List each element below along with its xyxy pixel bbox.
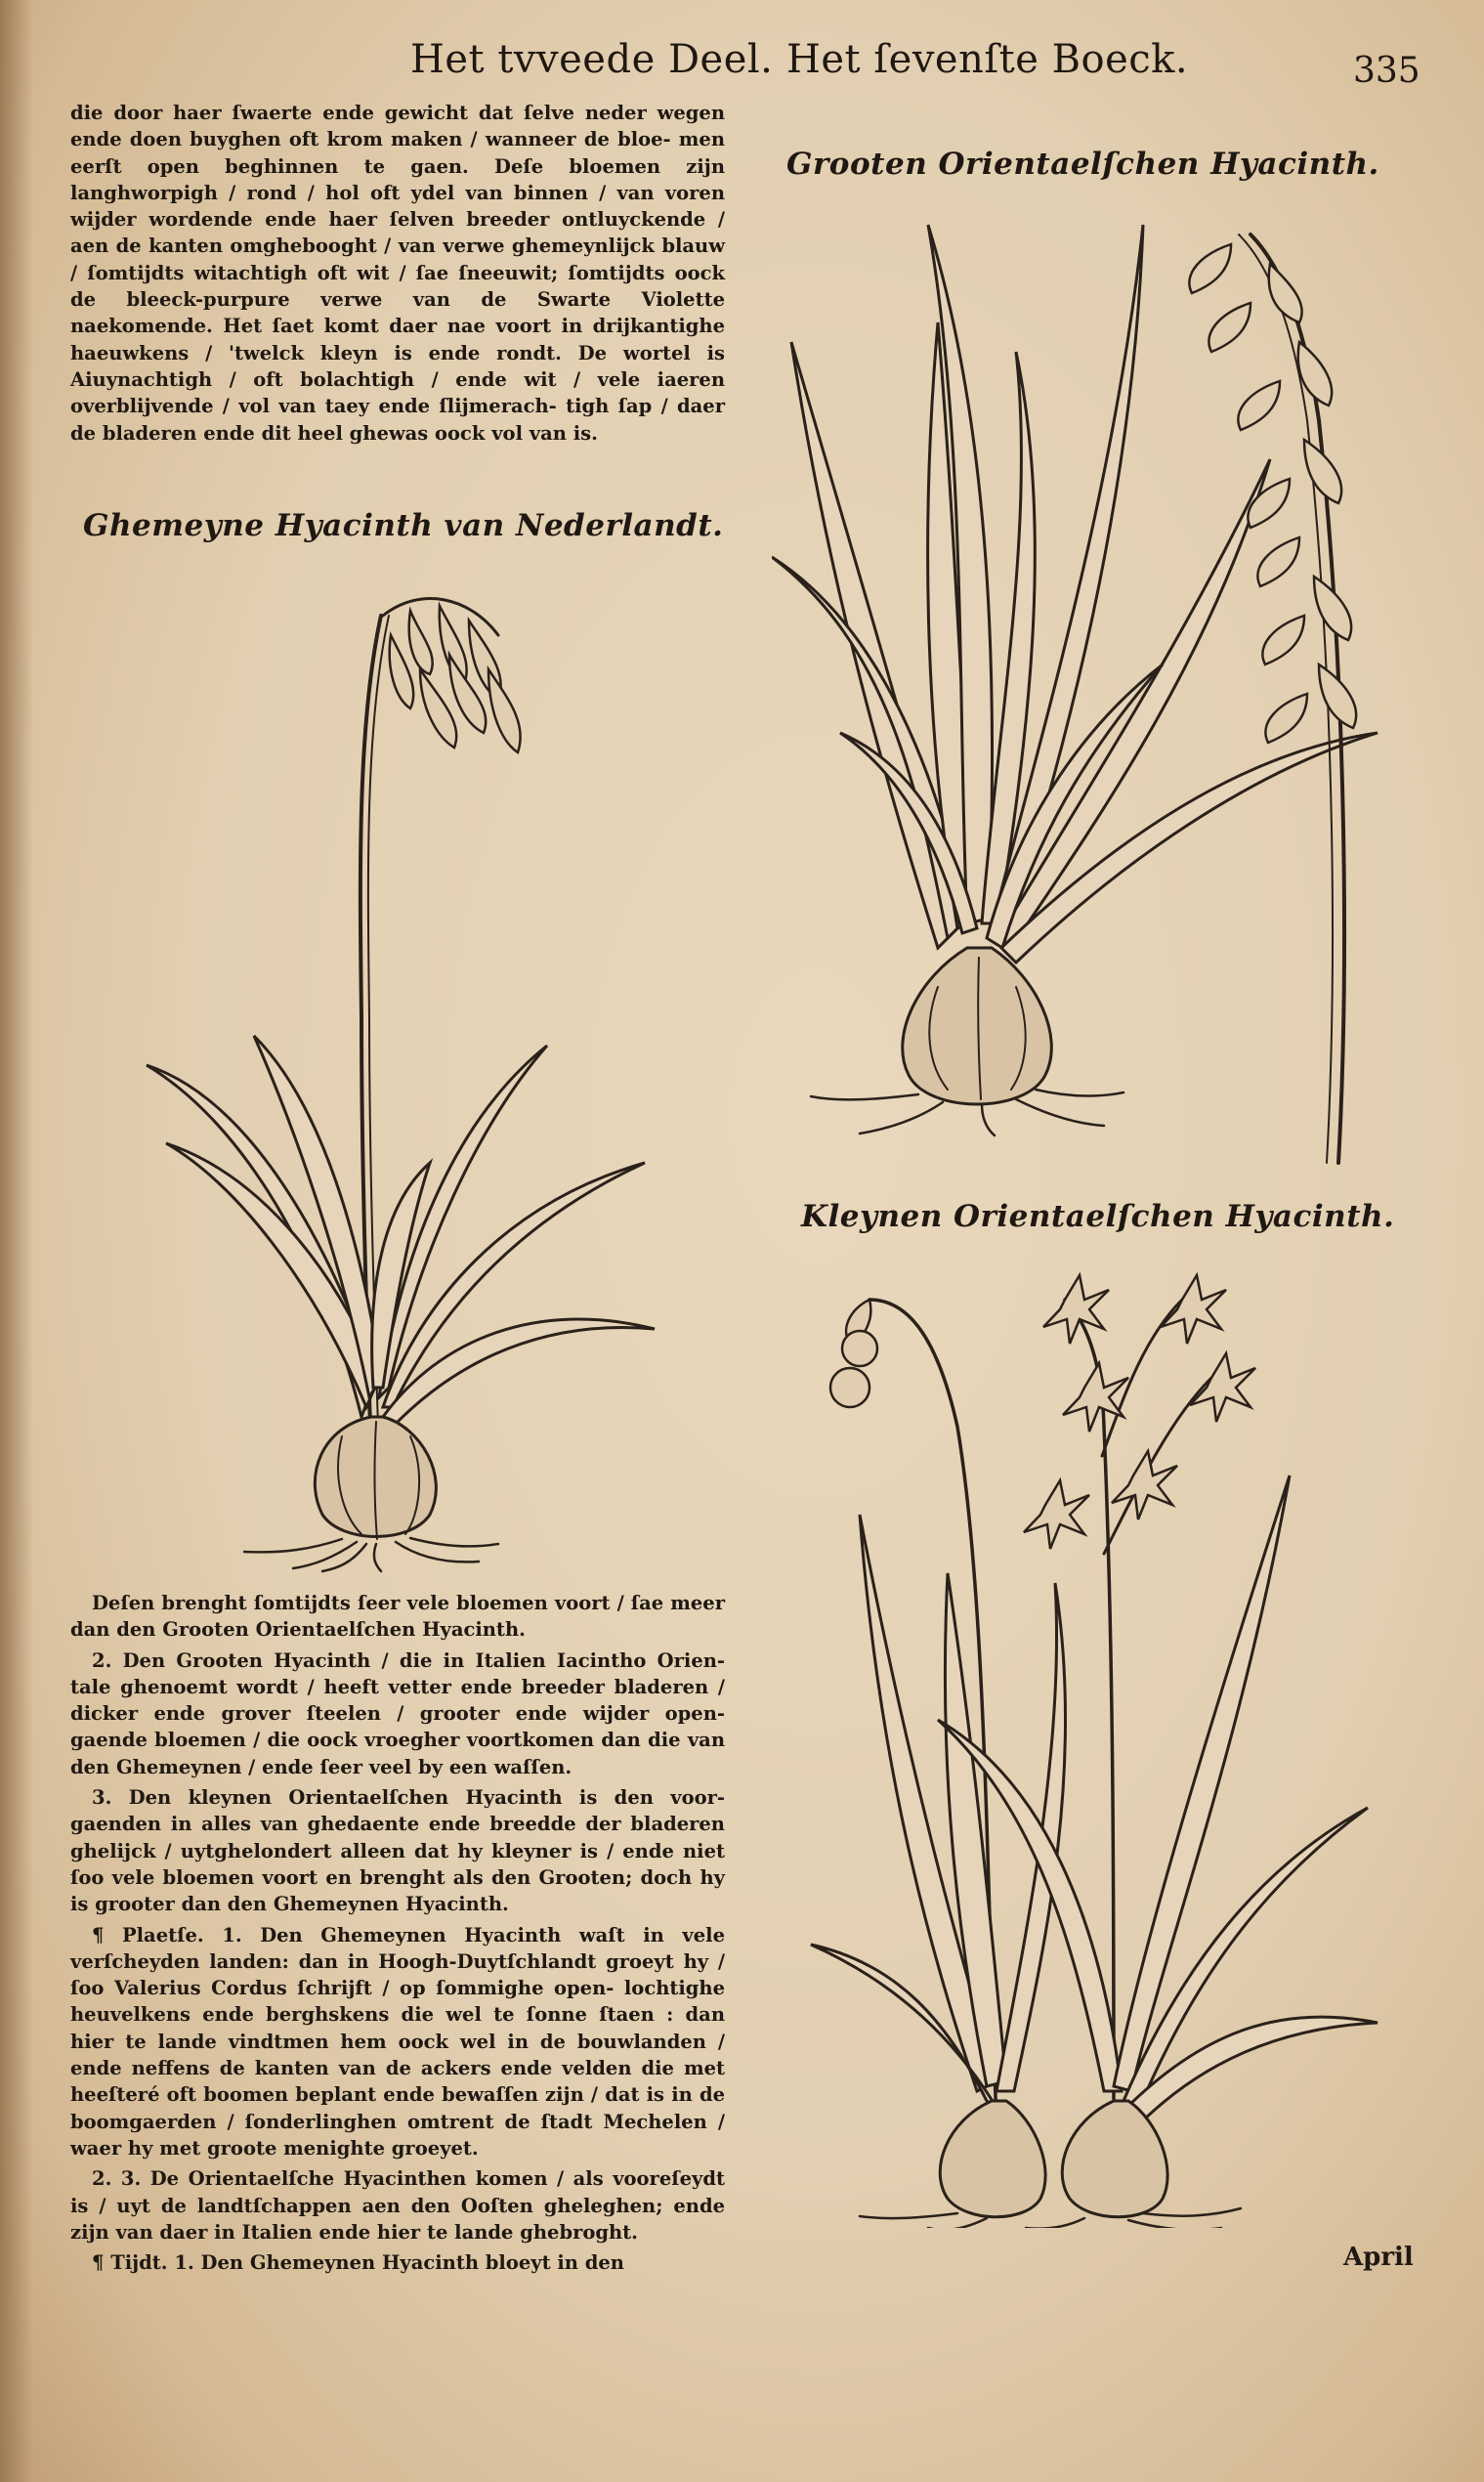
text-block-top <box>70 100 725 450</box>
page-number: 335 <box>1353 51 1420 91</box>
spine-shadow <box>0 0 33 2482</box>
text-block-bottom <box>70 1590 725 2280</box>
paragraph-great-hyacinth: 2. Den Grooten Hyacinth / die in Italien Iacintho Orien- tale ghenoemt wordt / heeft vetter ende breeder bladeren / dicker ende grover ſteelen / grooter ende wijder open- gaende bloemen / die oock vroegher voortkomen dan die van den Ghemeynen / ende ſeer veel by een waſſen. <box>70 1648 725 1778</box>
leaves <box>811 1476 1378 2125</box>
paragraph-intro: Deſen brenght ſomtijdts ſeer vele bloemen voort / ſae meer dan den Grooten Orientaelſchen Hyacinth. <box>70 1592 725 1642</box>
caption-common-hyacinth: Ghemeyne Hyacinth van Nederlandt. <box>83 508 724 543</box>
running-head-left: Het tvveede Deel. <box>410 37 774 82</box>
woodcut-small-oriental-hyacinth <box>791 1261 1387 2228</box>
woodcut-common-hyacinth <box>127 577 674 1573</box>
hyacinth-bells <box>390 606 521 752</box>
leaves <box>147 1036 655 1427</box>
caption-small-oriental-hyacinth: Kleynen Orientaelſchen Hyacinth. <box>801 1199 1395 1234</box>
hyacinth-florets <box>1189 244 1356 743</box>
running-head-right: Het ſevenſte Boeck. <box>786 37 1189 82</box>
paragraph-oriental-origin: 2. 3. De Orientaelſche Hyacinthen komen / als vooreſeydt is / uyt de landtſchappen aen den Ooſten gheleghen; ende zijn van daer in Italien ende hier te lande ghebroght. <box>70 2167 725 2244</box>
paragraph-place: ¶ Plaetſe. 1. Den Ghemeynen Hyacinth waſt in vele verſcheyden landen: dan in Hoogh-Duytſchlandt groeyt hy / ſoo Valerius Cordus ſchrijft / op ſommighe open- lochtighe heuvelkens ende berghskens die wel te ſonne ſtaen : dan hier te lande vindtmen hem oock wel in de bouwlanden / ende neffens de kanten van de ackers ende velden die met heeſteré oft boomen beplant ende bewaſſen zijn / dat is in de boomgaerden / ſonderlinghen omtrent de ſtadt Mechelen / waer hy met groote menighte groeyet. <box>70 1923 725 2160</box>
catchword: April <box>1343 2243 1414 2272</box>
woodcut-great-oriental-hyacinth <box>772 205 1397 1182</box>
caption-great-oriental-hyacinth: Grooten Orientaelſchen Hyacinth. <box>786 147 1379 182</box>
paragraph-time: ¶ Tijdt. 1. Den Ghemeynen Hyacinth bloeyt in den <box>92 2251 624 2275</box>
leaves <box>772 225 1378 963</box>
paragraph-description: die door haer ſwaerte ende gewicht dat ſelve neder wegen ende doen buyghen oft krom maken / wanneer de bloe- men eerſt open beghinnen te gaen. Deſe bloemen zijn langhworpigh / rond / hol oft ydel van binnen / van voren wijder wordende ende haer ſelven breeder ontluyckende / aen de kanten omghebooght / van verwe ghemeynlijck blauw / ſomtijdts witachtigh oft wit / ſae ſneeuwit; ſomtijdts oock de bleeck-purpure verwe van de Swarte Violette naekomende. Het ſaet komt daer nae voort in drijkantighe haeuwkens / 'twelck kleyn is ende rondt. De wortel is Aiuynachtigh / oft bolachtigh / ende wit / vele iaeren overblijvende / vol van taey ende ſlijmerach- tigh ſap / daer de bladeren ende dit heel ghewas oock vol van is. <box>70 102 725 445</box>
star-flowers <box>830 1275 1255 1549</box>
paragraph-small-hyacinth: 3. Den kleynen Orientaelſchen Hyacinth is den voor- gaenden in alles van ghedaente ende breedde der bladeren ghelijck / uytghelondert alleen dat hy kleyner is / ende niet ſoo vele bloemen voort en brenght als den Grooten; doch hy is grooter dan den Ghemeynen Hyacinth. <box>70 1786 725 1916</box>
